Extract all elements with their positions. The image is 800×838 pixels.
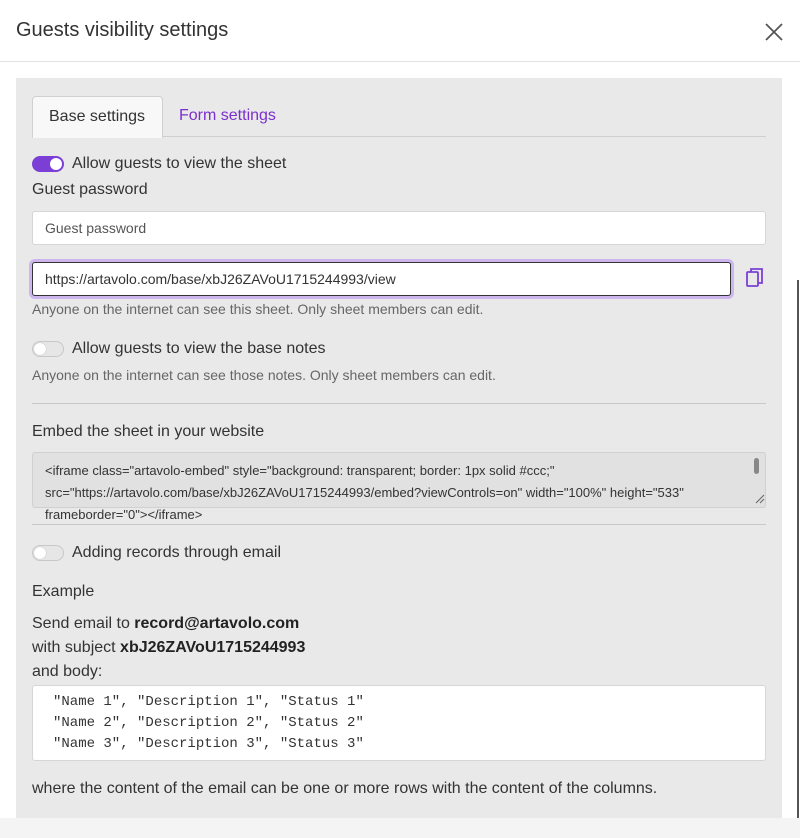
toggle-knob — [34, 343, 46, 355]
close-button[interactable] — [762, 20, 786, 44]
email-records-label: Adding records through email — [72, 544, 282, 561]
divider — [32, 403, 766, 404]
resize-icon — [753, 491, 765, 505]
embed-line-1: <iframe class="artavolo-embed" style="background: transparent; border: 1px solid #ccc;" — [45, 463, 555, 478]
resize-handle[interactable] — [753, 491, 765, 505]
body-line: "Name 2", "Description 2", "Status 2" — [53, 715, 364, 731]
send-prefix: Send email to — [32, 615, 135, 632]
subject-prefix: with subject — [32, 639, 121, 656]
view-sheet-hint: Anyone on the internet can see this sheet. Only sheet members can edit. — [32, 301, 484, 317]
subject-line — [32, 639, 305, 657]
window-edge — [797, 280, 799, 838]
divider — [32, 524, 766, 525]
tab-bar — [32, 96, 766, 137]
settings-panel — [16, 78, 782, 818]
example-body-box — [32, 685, 766, 761]
view-sheet-toggle[interactable] — [32, 156, 64, 172]
email-address: record@artavolo.com — [134, 615, 300, 632]
copy-icon — [745, 267, 765, 289]
email-subject: xbJ26ZAVoU1715244993 — [120, 639, 306, 656]
embed-label: Embed the sheet in your website — [32, 423, 265, 440]
modal-header — [0, 0, 800, 62]
body-line: "Name 1", "Description 1", "Status 1" — [53, 694, 364, 710]
toggle-knob — [34, 547, 46, 559]
embed-code-text — [45, 460, 745, 526]
embed-code-textarea[interactable] — [32, 452, 766, 522]
body-label: and body: — [32, 663, 103, 680]
guest-url-field[interactable] — [32, 262, 731, 296]
view-notes-toggle[interactable] — [32, 341, 64, 357]
tab-base-settings[interactable]: Base settings — [32, 96, 163, 138]
guest-password-input[interactable] — [32, 211, 766, 245]
guest-password-label: Guest password — [32, 181, 148, 198]
toggle-knob — [50, 158, 62, 170]
email-footer-text: where the content of the email can be one or more rows with the content of the columns. — [32, 780, 658, 797]
view-notes-hint: Anyone on the internet can see those notes. Only sheet members can edit. — [32, 367, 496, 383]
tab-form-settings[interactable]: Form settings — [179, 107, 276, 124]
send-email-line — [32, 615, 299, 633]
scrollbar-thumb[interactable] — [754, 458, 759, 474]
copy-url-button[interactable] — [745, 267, 765, 289]
embed-line-3: frameborder="0"></iframe> — [45, 507, 203, 522]
modal-title: Guests visibility settings — [16, 19, 229, 41]
example-title: Example — [32, 583, 95, 600]
bottom-strip — [0, 818, 800, 838]
view-sheet-label: Allow guests to view the sheet — [72, 155, 287, 172]
body-line: "Name 3", "Description 3", "Status 3" — [53, 736, 364, 752]
embed-line-2: src="https://artavolo.com/base/xbJ26ZAVoU1715244993/embed?viewControls=on" width="100%" height="533" — [45, 485, 684, 500]
email-records-toggle[interactable] — [32, 545, 64, 561]
close-icon — [762, 20, 786, 44]
view-notes-label: Allow guests to view the base notes — [72, 340, 326, 357]
